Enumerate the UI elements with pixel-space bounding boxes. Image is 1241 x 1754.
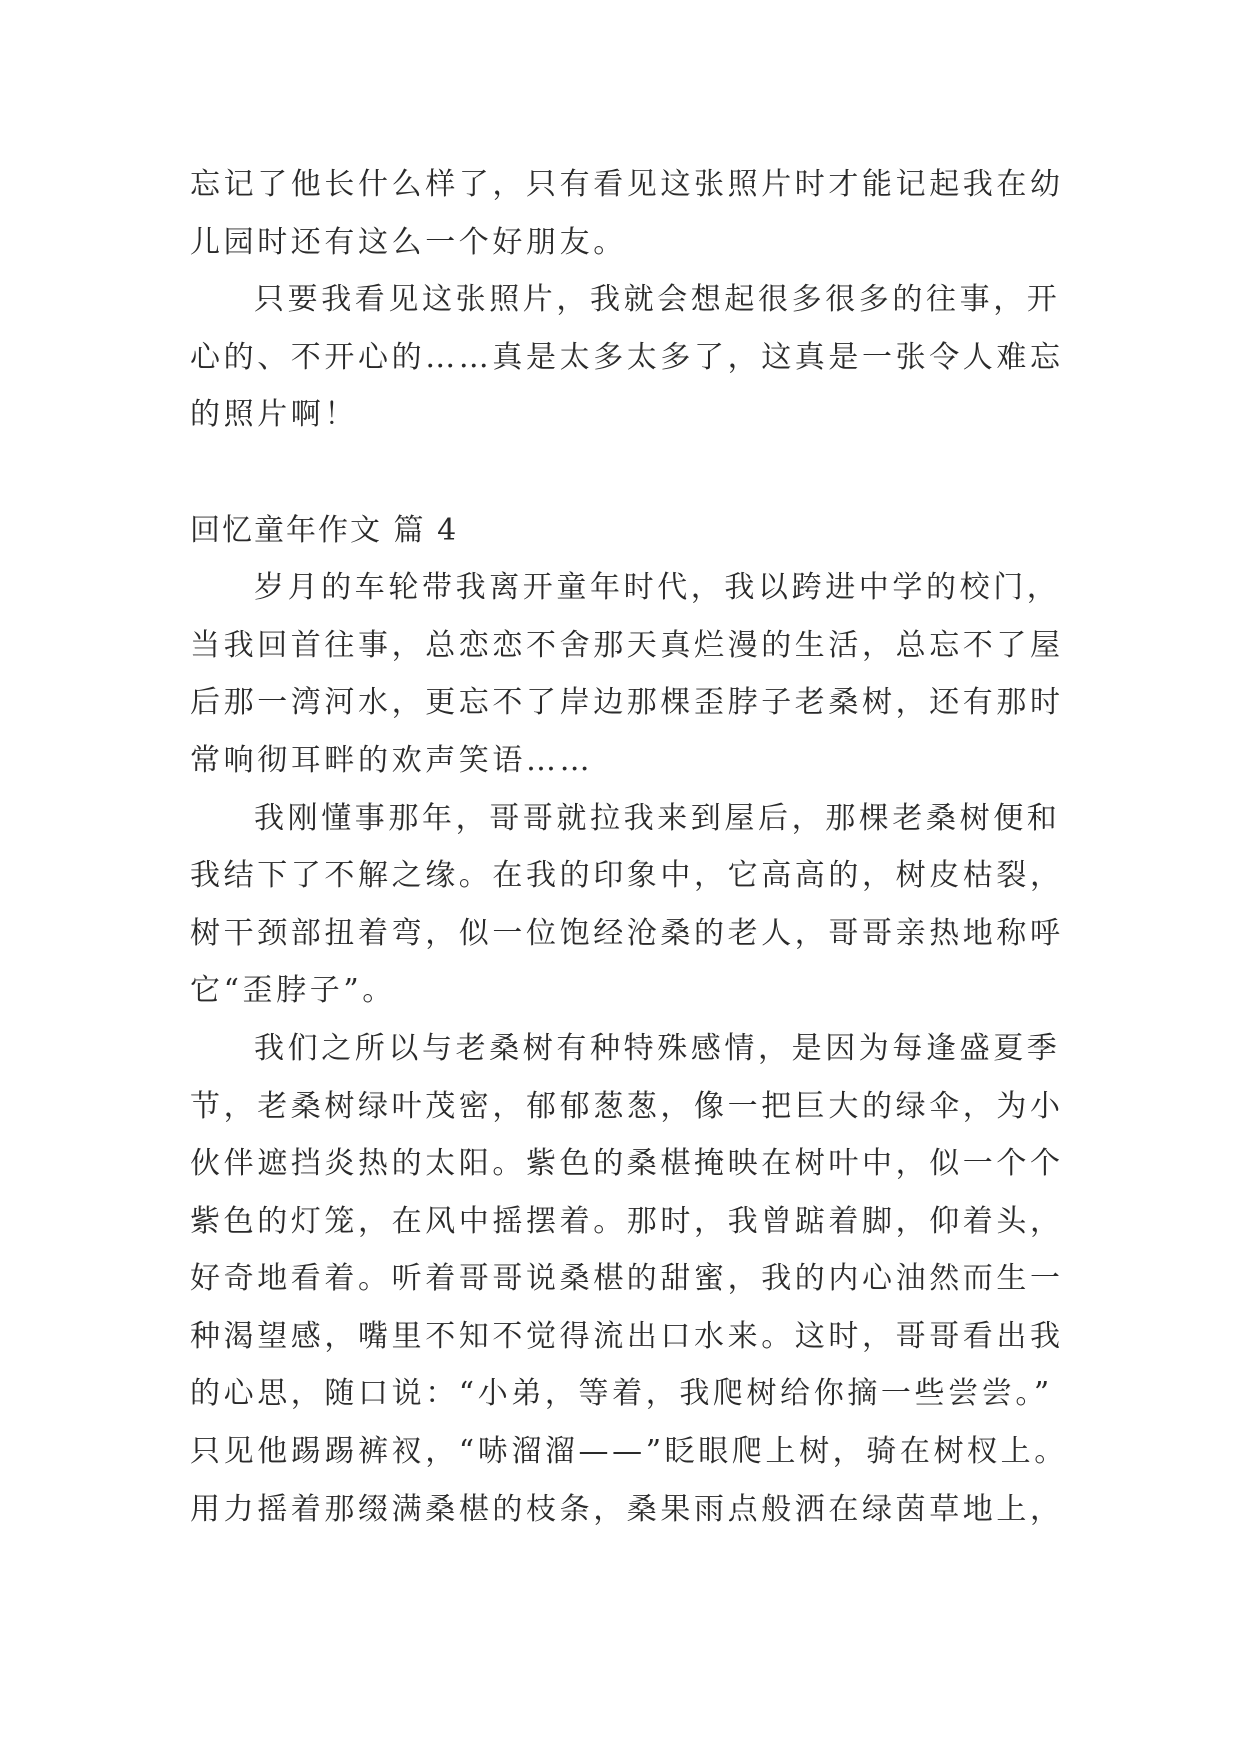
text-line: 的照片啊！ xyxy=(190,397,358,433)
text-line: 树干颈部扭着弯，似一位饱经沧桑的老人，哥哥亲热地称呼 xyxy=(190,915,1064,951)
text-line: 用力摇着那缀满桑椹的枝条，桑果雨点般洒在绿茵草地上， xyxy=(190,1491,1064,1527)
paragraph-group-1 xyxy=(190,156,1064,444)
text-line: 种渴望感，嘴里不知不觉得流出口水来。这时，哥哥看出我 xyxy=(190,1318,1064,1354)
paragraph-group-2 xyxy=(190,559,1068,1538)
text-line: 岁月的车轮带我离开童年时代，我以跨进中学的校门， xyxy=(254,570,1061,606)
text-line: 儿园时还有这么一个好朋友。 xyxy=(190,224,627,260)
text-line: 节，老桑树绿叶茂密，郁郁葱葱，像一把巨大的绿伞，为小 xyxy=(190,1088,1064,1124)
text-line: 的心思，随口说：“小弟，等着，我爬树给你摘一些尝尝。” xyxy=(190,1376,1053,1412)
text-line: 好奇地看着。听着哥哥说桑椹的甜蜜，我的内心油然而生一 xyxy=(190,1261,1064,1297)
text-line: 忘记了他长什么样了，只有看见这张照片时才能记起我在幼 xyxy=(190,167,1064,202)
text-line: 心的、不开心的……真是太多太多了，这真是一张令人难忘 xyxy=(190,339,1064,375)
text-line: 当我回首往事，总恋恋不舍那天真烂漫的生活，总忘不了屋 xyxy=(190,627,1064,663)
text-line: 紫色的灯笼，在风中摇摆着。那时，我曾踮着脚，仰着头， xyxy=(190,1203,1064,1239)
text-line: 我刚懂事那年，哥哥就拉我来到屋后，那棵老桑树便和 xyxy=(254,800,1061,836)
text-line: 后那一湾河水，更忘不了岸边那棵歪脖子老桑树，还有那时 xyxy=(190,685,1064,721)
text-line: 我们之所以与老桑树有种特殊感情，是因为每逢盛夏季 xyxy=(254,1030,1061,1066)
text-line: 伙伴遮挡炎热的太阳。紫色的桑椹掩映在树叶中，似一个个 xyxy=(190,1146,1064,1182)
text-line: 常响彻耳畔的欢声笑语…… xyxy=(190,742,594,778)
text-line: 它“歪脖子”。 xyxy=(190,973,396,1009)
document-body xyxy=(190,156,1068,1538)
section-heading: 回忆童年作文 篇 4 xyxy=(190,512,459,548)
text-line: 只要我看见这张照片，我就会想起很多很多的往事，开 xyxy=(254,282,1061,318)
text-line: 只见他踢踢裤衩，“哧溜溜——”眨眼爬上树，骑在树杈上。 xyxy=(190,1434,1068,1470)
text-line: 我结下了不解之缘。在我的印象中，它高高的，树皮枯裂， xyxy=(190,858,1064,894)
